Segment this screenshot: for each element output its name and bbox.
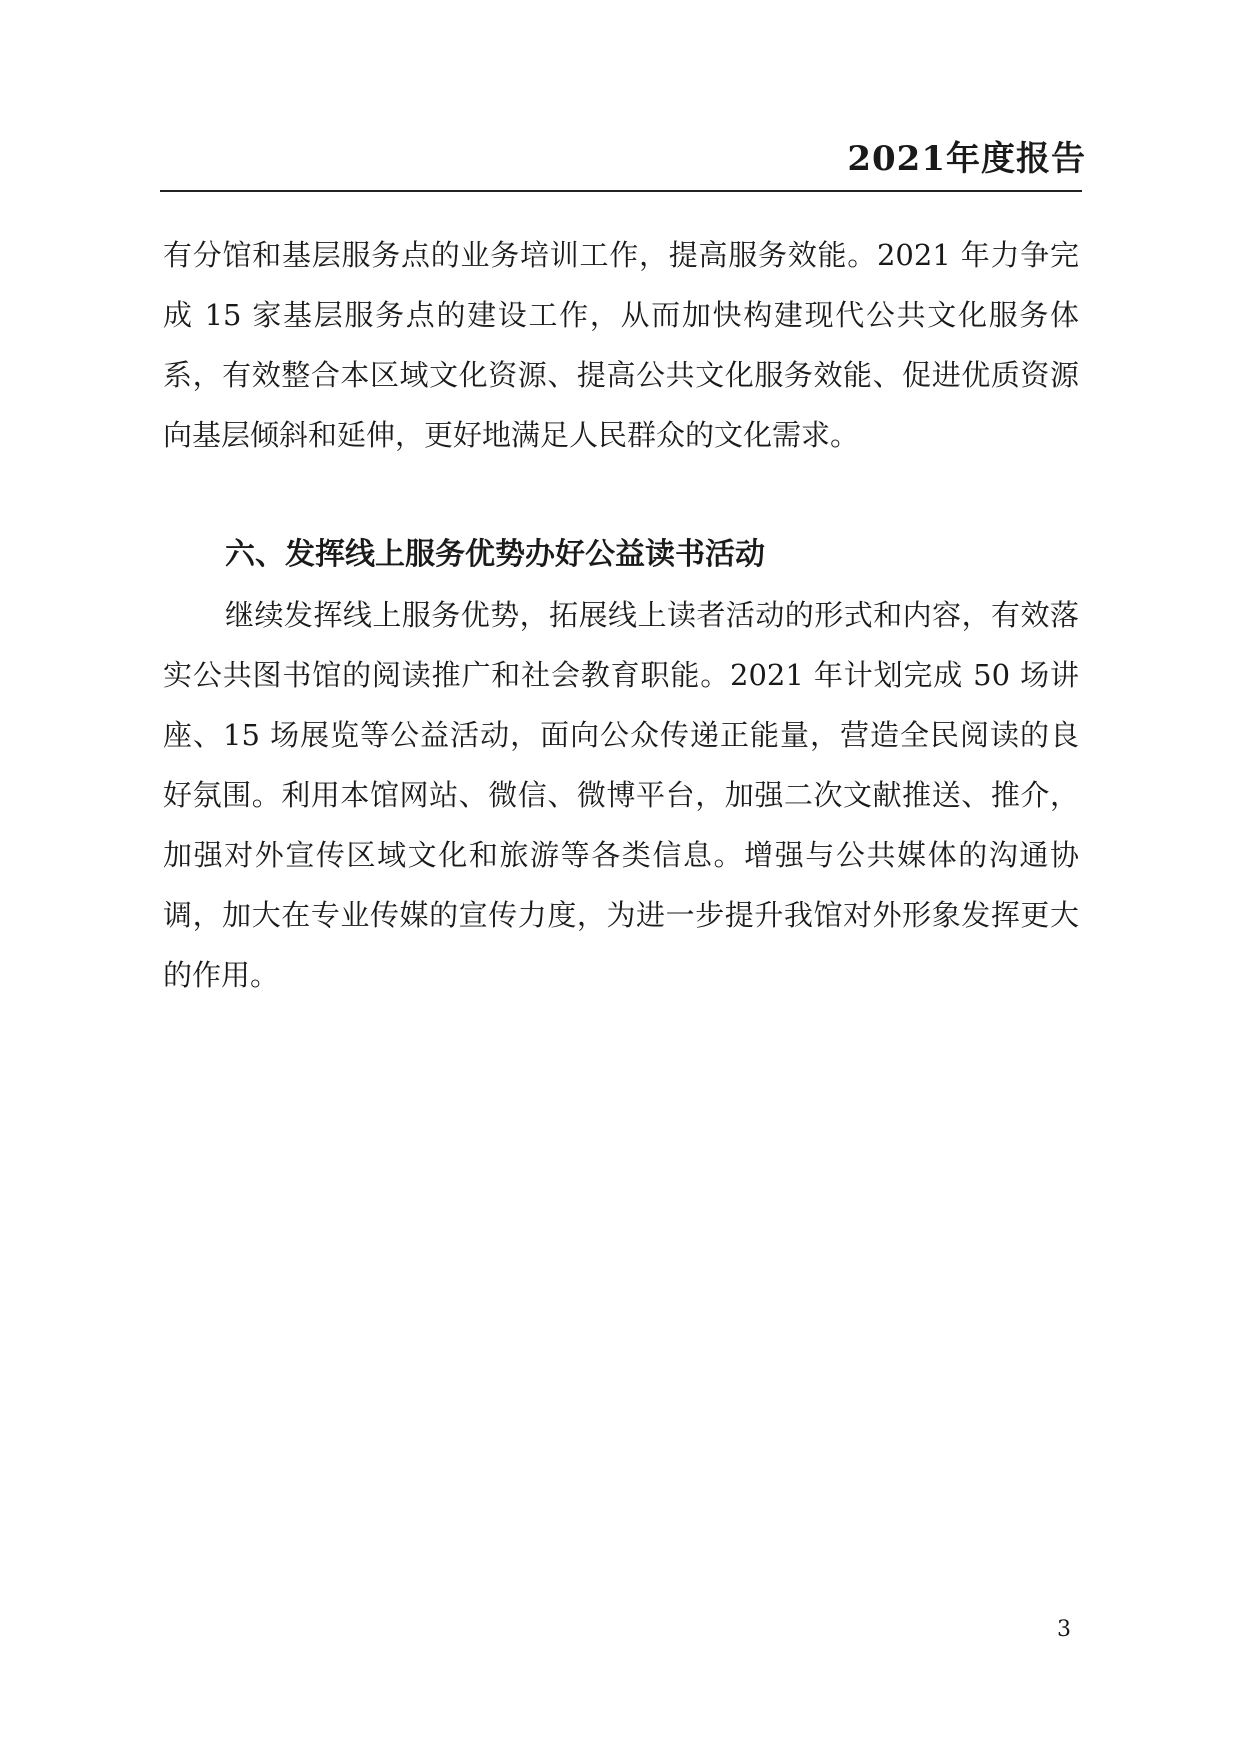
section-six-heading: 六、发挥线上服务优势办好公益读书活动: [225, 537, 765, 572]
continued-paragraph: 有分馆和基层服务点的业务培训工作，提高服务效能。2021 年力争完成 15 家基层服务点的建设工作，从而加快构建现代公共文化服务体系，有效整合本区域文化资源、提高公共文化服务效能、促进优质资源向基层倾斜和延伸，更好地满足人民群众的文化需求。: [163, 238, 1079, 452]
section-six-paragraph: 继续发挥线上服务优势，拓展线上读者活动的形式和内容，有效落实公共图书馆的阅读推广和社会教育职能。2021 年计划完成 50 场讲座、15 场展览等公益活动，面向公众传递正能量，营造全民阅读的良好氛围。利用本馆网站、微信、微博平台，加强二次文献推送、推介，加强对外宣传区域文化和旅游等各类信息。增强与公共媒体的沟通协调，加大在专业传媒的宣传力度，为进一步提升我馆对外形象发挥更大的作用。: [163, 598, 1079, 992]
report-header-title: 2021年度报告: [847, 139, 1086, 179]
header-divider: [160, 190, 1082, 192]
page-number: 3: [1057, 1617, 1071, 1642]
